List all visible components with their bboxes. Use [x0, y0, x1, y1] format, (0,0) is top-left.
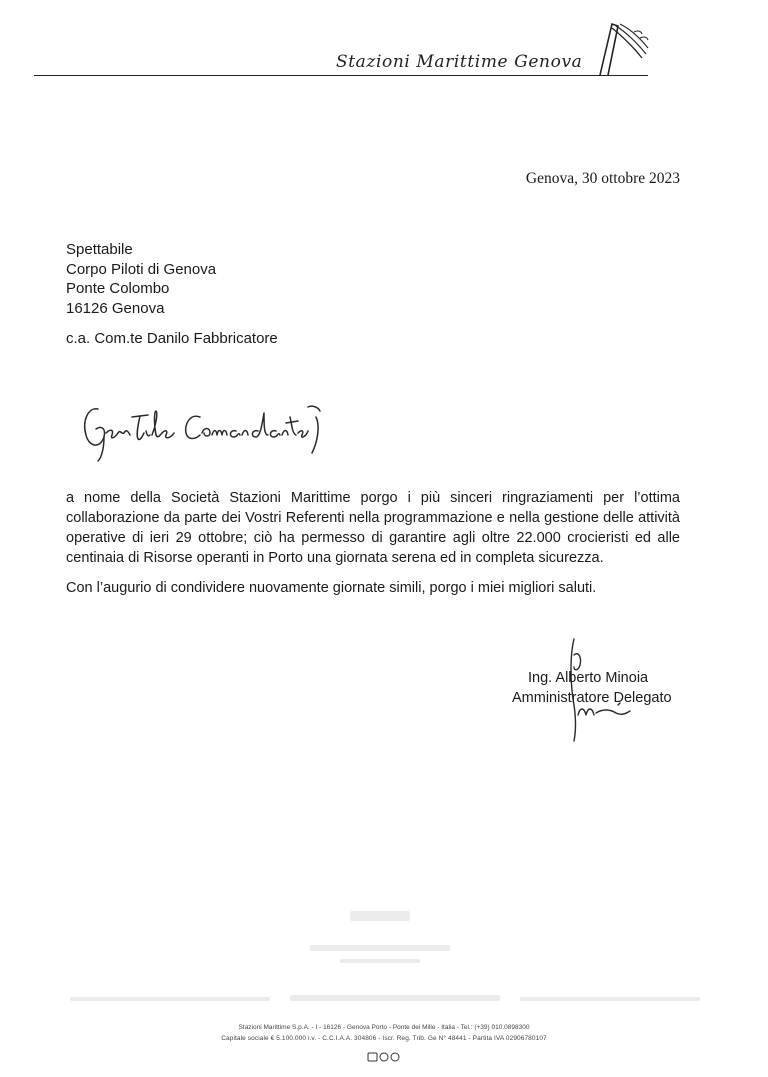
ship-bow-icon [594, 18, 658, 80]
recipient-address [66, 240, 216, 318]
header-rule [34, 75, 648, 76]
signatory-title: Amministratore Delegato [512, 690, 672, 706]
attention-line: c.a. Com.te Danilo Fabbricatore [66, 330, 278, 347]
faint-watermark [60, 905, 710, 1015]
letter-footer [0, 1022, 768, 1044]
letter-body [66, 488, 680, 598]
letter-date: Genova, 30 ottobre 2023 [525, 170, 680, 187]
address-line: Ponte Colombo [66, 280, 170, 297]
address-line: Spettabile [66, 241, 133, 258]
certification-marks-icon [366, 1050, 402, 1064]
footer-line: Stazioni Marittime S.p.A. - I - 16126 - Genova Porto - Ponte dei Mille - Italia - Tel.: (+39) 010.0898300 [238, 1024, 530, 1031]
signatory-name: Ing. Alberto Minoia [528, 670, 649, 686]
body-paragraph: Con l’augurio di condividere nuovamente giornate simili, porgo i miei migliori saluti. [66, 580, 597, 596]
company-logo-text: Stazioni Marittime Genova [336, 52, 583, 72]
handwritten-salutation [80, 395, 340, 465]
footer-line: Capitale sociale € 5.100.000 i.v. - C.C.I.A.A. 304806 - Iscr. Reg. Trib. Ge N° 48441 - Partita IVA 02906780107 [221, 1035, 547, 1042]
signature-block [512, 668, 672, 708]
address-line: 16126 Genova [66, 299, 165, 317]
body-paragraph: a nome della Società Stazioni Marittime porgo i più sinceri ringraziamenti per l’ottima collaborazione da parte dei Vostri Referenti nella programmazione e nella gestione delle attività operative di ieri 29 ottobre; ciò ha permesso di garantire agli oltre 22.000 crocieristi ed alle centinaia di Risorse operanti in Porto una giornata serena ed in completa sicurezza. [66, 490, 680, 566]
address-line: Corpo Piloti di Genova [66, 260, 217, 278]
